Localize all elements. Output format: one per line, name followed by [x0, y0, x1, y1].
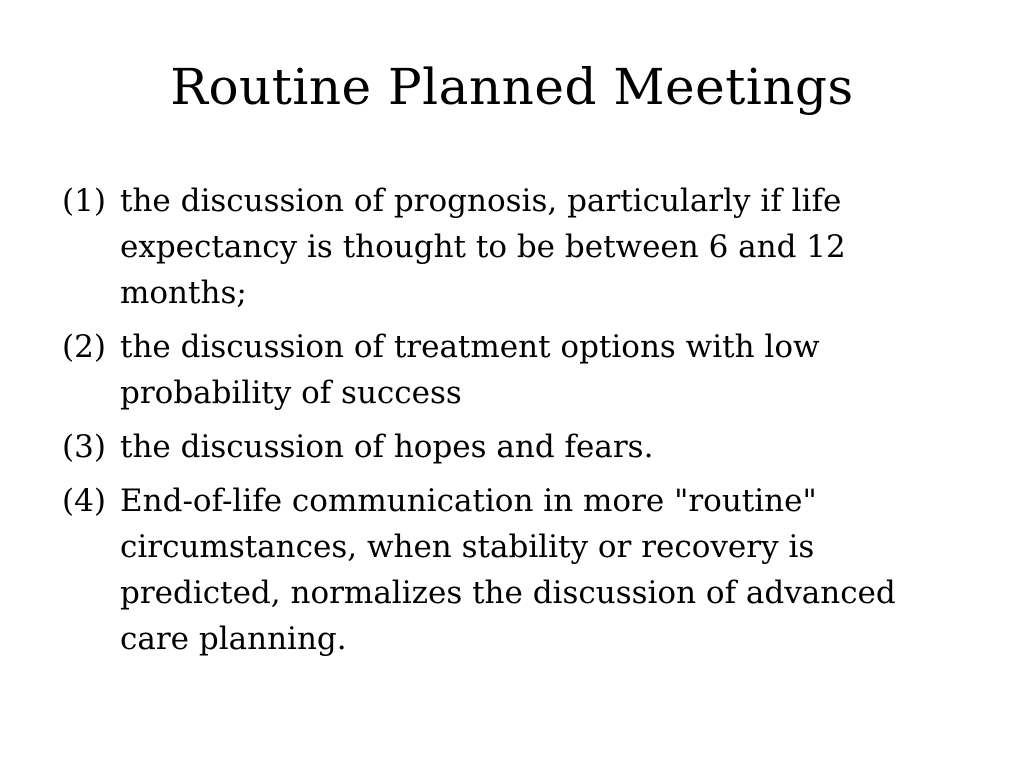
list-item-number: (1)	[62, 183, 106, 219]
list-item-text: the discussion of treatment options with low probability of success	[120, 329, 820, 411]
list-item-text: End-of-life communication in more "routine" circumstances, when stability or recovery is predicted, normalizes the discussion of advanced care planning.	[120, 483, 896, 657]
list-item-number: (3)	[62, 429, 106, 465]
list-item-number: (2)	[62, 329, 106, 365]
list-item	[62, 424, 972, 470]
numbered-list	[62, 178, 972, 670]
list-item-text: the discussion of prognosis, particularly if life expectancy is thought to be between 6 and 12 months;	[120, 183, 846, 311]
list-item	[62, 478, 972, 662]
list-item-text: the discussion of hopes and fears.	[120, 429, 654, 465]
list-item	[62, 178, 972, 316]
slide-title: Routine Planned Meetings	[170, 58, 854, 116]
list-item-number: (4)	[62, 483, 106, 519]
list-item	[62, 324, 972, 416]
